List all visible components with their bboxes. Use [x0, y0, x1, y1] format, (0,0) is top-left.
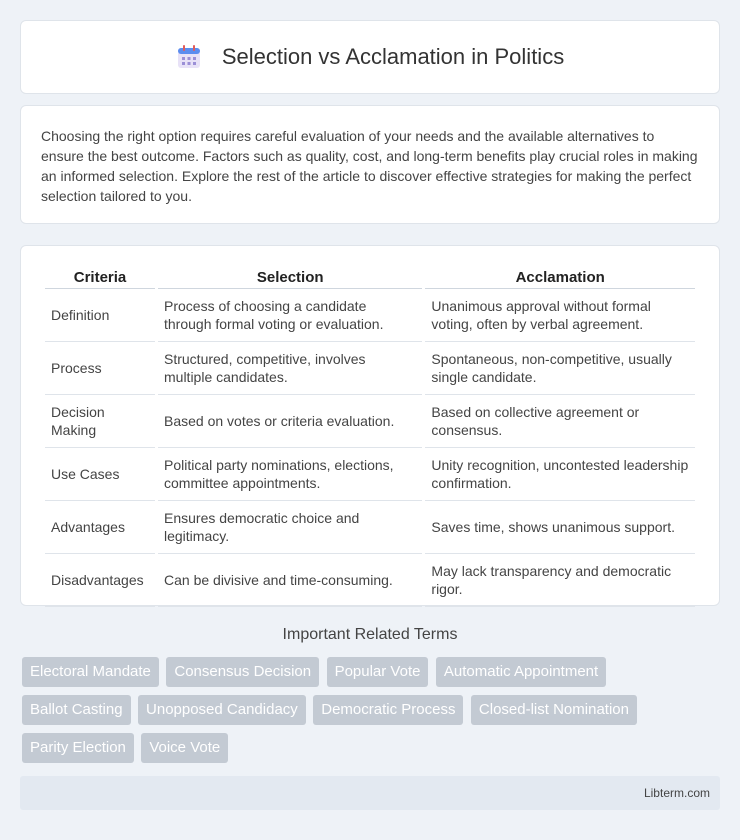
calendar-icon [176, 44, 202, 70]
table-cell: Decision Making [45, 395, 155, 448]
intro-card [20, 105, 720, 224]
column-header-acclamation: Acclamation [425, 266, 695, 289]
table-row [45, 554, 695, 607]
table-cell: Advantages [45, 501, 155, 554]
table-cell: May lack transparency and democratic rigor. [425, 554, 695, 607]
term-tag[interactable]: Unopposed Candidacy [138, 695, 306, 725]
title-card [20, 20, 720, 94]
term-tag[interactable]: Consensus Decision [166, 657, 319, 687]
term-tag[interactable]: Democratic Process [313, 695, 463, 725]
table-row [45, 501, 695, 554]
table-cell: Process [45, 342, 155, 395]
term-tag[interactable]: Closed-list Nomination [471, 695, 637, 725]
table-cell: Spontaneous, non-competitive, usually single candidate. [425, 342, 695, 395]
footer [20, 776, 720, 810]
comparison-table [42, 266, 698, 607]
table-row [45, 395, 695, 448]
table-cell: Process of choosing a candidate through formal voting or evaluation. [158, 289, 422, 342]
table-cell: Can be divisive and time-consuming. [158, 554, 422, 607]
table-cell: Unanimous approval without formal voting, often by verbal agreement. [425, 289, 695, 342]
table-cell: Based on collective agreement or consensus. [425, 395, 695, 448]
term-tag[interactable]: Ballot Casting [22, 695, 131, 725]
table-row [45, 448, 695, 501]
table-row [45, 342, 695, 395]
footer-site-link[interactable]: Libterm.com [643, 786, 710, 800]
table-cell: Disadvantages [45, 554, 155, 607]
related-terms-list [22, 657, 722, 771]
table-cell: Based on votes or criteria evaluation. [158, 395, 422, 448]
table-cell: Use Cases [45, 448, 155, 501]
table-row [45, 289, 695, 342]
comparison-table-card [20, 245, 720, 606]
table-cell: Ensures democratic choice and legitimacy. [158, 501, 422, 554]
related-terms-heading: Important Related Terms [282, 626, 458, 643]
page-title: Selection vs Acclamation in Politics [221, 44, 565, 69]
intro-text: Choosing the right option requires careful evaluation of your needs and the available alternatives to ensure the best outcome. Factors such as quality, cost, and long-term benefits play crucial roles in making an informed selection. Explore the rest of the article to discover effective strategies for making the perfect selection tailored to you. [41, 128, 698, 204]
term-tag[interactable]: Parity Election [22, 733, 134, 763]
table-cell: Unity recognition, uncontested leadership confirmation. [425, 448, 695, 501]
column-header-selection: Selection [158, 266, 422, 289]
term-tag[interactable]: Automatic Appointment [436, 657, 606, 687]
column-header-criteria: Criteria [45, 266, 155, 289]
table-cell: Political party nominations, elections, committee appointments. [158, 448, 422, 501]
table-header-row [45, 266, 695, 289]
table-cell: Definition [45, 289, 155, 342]
table-cell: Structured, competitive, involves multiple candidates. [158, 342, 422, 395]
table-cell: Saves time, shows unanimous support. [425, 501, 695, 554]
term-tag[interactable]: Voice Vote [141, 733, 228, 763]
term-tag[interactable]: Popular Vote [327, 657, 429, 687]
term-tag[interactable]: Electoral Mandate [22, 657, 159, 687]
